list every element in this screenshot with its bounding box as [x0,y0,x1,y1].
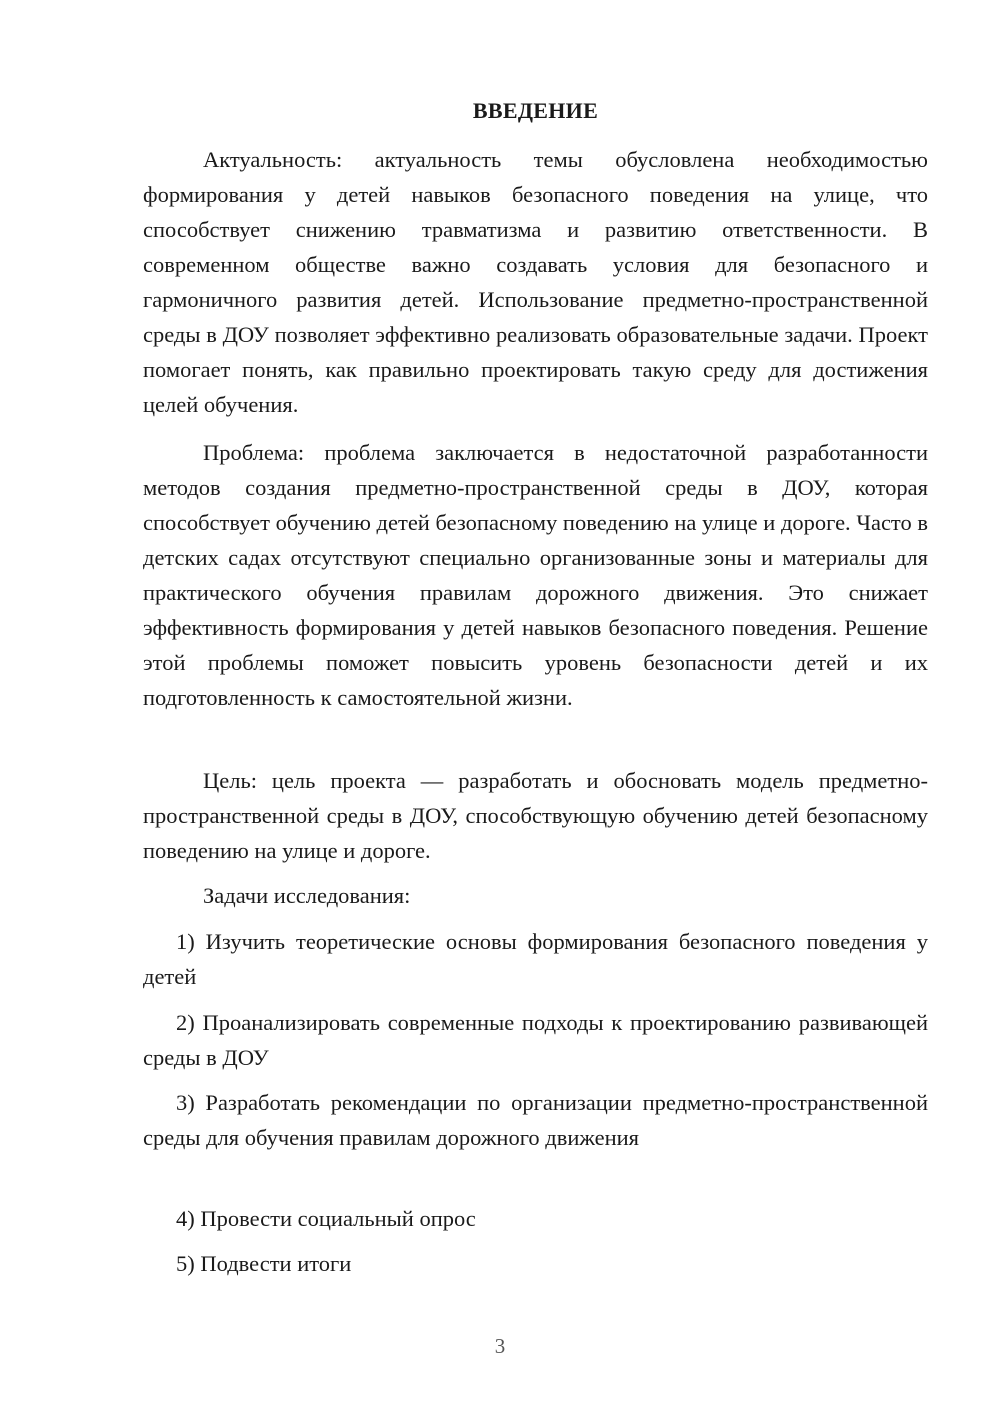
task-item: 2) Проанализировать современные подходы к проектированию развивающей среды в ДОУ [143,1010,928,1070]
task-item: 3) Разработать рекомендации по организации предметно-пространственной среды для обучения правилам дорожного движения [143,1090,928,1150]
paragraph-relevance: Актуальность: актуальность темы обусловлена необходимостью формирования у детей навыков безопасного поведения на улице, что способствует снижению травматизма и развитию ответственности. В современном обществе важно создавать условия для безопасного и гармоничного развития детей. Использование предметно-пространственной среды в ДОУ позволяет эффективно реализовать образовательные задачи. Проект помогает понять, как правильно проектировать такую среду для достижения целей обучения. [143,147,928,417]
paragraph-goal: Цель: цель проекта — разработать и обосновать модель предметно-пространственной среды в ДОУ, способствующую обучению детей безопасному поведению на улице и дороге. [143,768,928,863]
paragraph-problem: Проблема: проблема заключается в недостаточной разработанности методов создания предметно-пространственной среды в ДОУ, которая способствует обучению детей безопасному поведению на улице и дороге. Часто в детских садах отсутствуют специально организованные зоны и материалы для практического обучения правилам дорожного движения. Это снижает эффективность формирования у детей навыков безопасного поведения. Решение этой проблемы поможет повысить уровень безопасности детей и их подготовленность к самостоятельной жизни. [143,440,928,710]
task-item: 1) Изучить теоретические основы формирования безопасного поведения у детей [143,929,928,989]
task-item: 5) Подвести итоги [176,1251,352,1276]
page-number: 3 [494,1334,506,1358]
tasks-heading: Задачи исследования: [203,883,411,908]
page-title: ВВЕДЕНИЕ [472,98,599,123]
task-item: 4) Провести социальный опрос [176,1206,476,1231]
